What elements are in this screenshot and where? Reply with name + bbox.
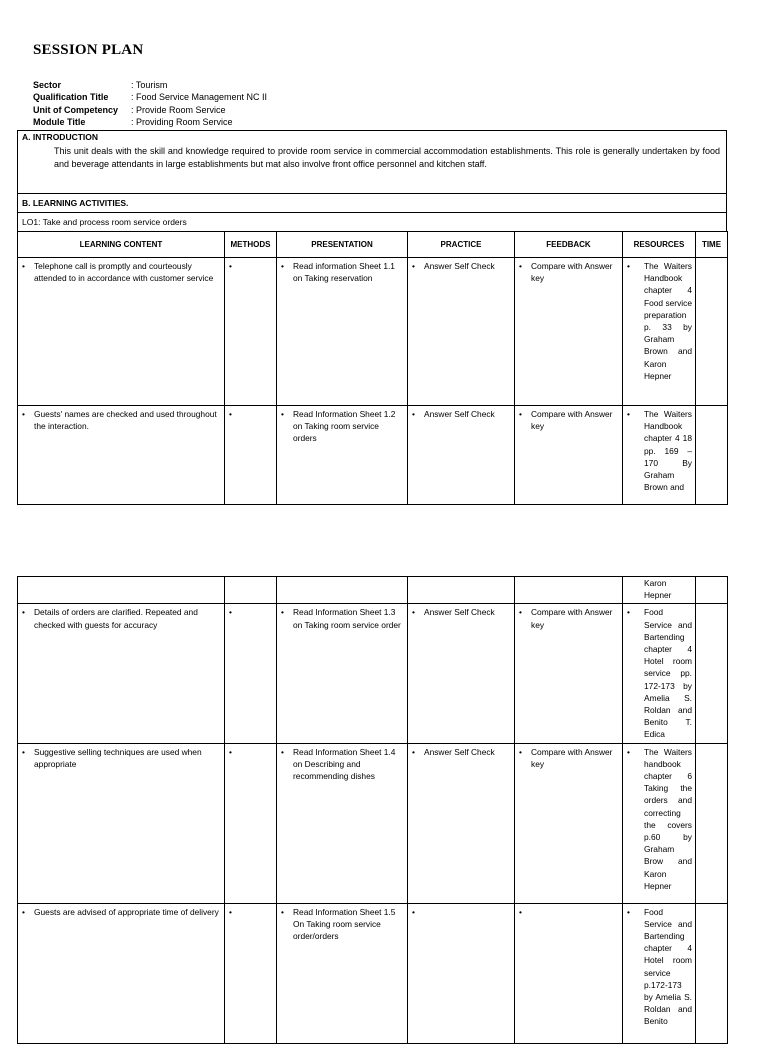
meta-label: Sector [33, 80, 62, 90]
header-presentation: PRESENTATION [277, 232, 408, 258]
meta-value: : Food Service Management NC II [131, 92, 268, 103]
resources-cell: • The Waiters Handbook chapter 4 18 pp. 169 – 170 By Graham Brown and [626, 408, 692, 493]
table-row [18, 604, 728, 743]
introduction-section [17, 130, 727, 194]
presentation-cell: • Read information Sheet 1.1 on Taking reservation [280, 260, 404, 284]
presentation-cell: • Read Information Sheet 1.2 on Taking room service orders [280, 408, 404, 445]
meta-row-sector [33, 79, 267, 91]
activities-table-page1 [17, 231, 728, 505]
feedback-cell: • Compare with Answer key [518, 746, 619, 770]
page-title: SESSION PLAN [33, 42, 144, 58]
learning-content-cell: • Guests are advised of appropriate time of delivery [21, 906, 221, 918]
resources-cell: • The Waiters Handbook chapter 4 Food service preparation p. 33 by Graham Brown and Karon Hepner [626, 260, 692, 382]
introduction-heading: A. INTRODUCTION [22, 132, 99, 142]
header-learning-content: LEARNING CONTENT [18, 232, 225, 258]
resources-cell: • Food Service and Bartending chapter 4 Hotel room service p.172-173 by Amelia S. Roldan and Benito [626, 906, 692, 1028]
plan-metadata [33, 79, 267, 129]
time-cell [696, 903, 728, 1043]
presentation-cell: • Read Information Sheet 1.3 on Taking room service order [280, 606, 404, 630]
meta-value: : Tourism [131, 80, 168, 90]
presentation-cell: • Read Information Sheet 1.4 on Describing and recommending dishes [280, 746, 404, 783]
feedback-cell: • Compare with Answer key [518, 260, 619, 284]
presentation-cell: • Read Information Sheet 1.5 On Taking room service order/orders [280, 906, 404, 943]
practice-cell: • Answer Self Check [411, 606, 511, 618]
meta-row-module [33, 116, 267, 128]
learning-content-cell: • Details of orders are clarified. Repeated and checked with guests for accuracy [21, 606, 221, 630]
introduction-body: This unit deals with the skill and knowledge required to provide room service in commercial accommodation establishments. This role is generally undertaken by food and beverage attendants in large establishments but mat also involve front office personnel and kitchen staff. [54, 146, 720, 169]
meta-label: Qualification Title [33, 92, 109, 103]
table-row [18, 258, 728, 406]
practice-cell: • Answer Self Check [411, 408, 511, 420]
feedback-cell: • Compare with Answer key [518, 606, 619, 630]
table-row [18, 903, 728, 1043]
learning-content-cell: • Guests' names are checked and used throughout the interaction. [21, 408, 221, 432]
meta-value: : Providing Room Service [131, 117, 233, 128]
learning-outcome-row [17, 212, 727, 232]
header-feedback: FEEDBACK [515, 232, 623, 258]
learning-activities-section [17, 193, 727, 213]
activities-table-page2 [17, 576, 728, 1044]
table-row-continued [18, 577, 728, 604]
header-time: TIME [696, 232, 728, 258]
resources-cell: • Food Service and Bartending chapter 4 Hotel room service pp. 172-173 by Amelia S. Roldan and Benito T. Edica [626, 606, 692, 740]
resources-cell: • The Waiters handbook chapter 6 Taking the orders and correcting the covers p.60 by Graham Brow and Karon Hepner [626, 746, 692, 892]
practice-cell: • Answer Self Check [411, 746, 511, 758]
meta-label: Unit of Competency [33, 104, 119, 115]
meta-label: Module Title [33, 117, 86, 128]
time-cell [696, 743, 728, 903]
practice-cell: • Answer Self Check [411, 260, 511, 272]
time-cell [696, 258, 728, 406]
meta-row-unit [33, 104, 267, 116]
header-methods: METHODS [225, 232, 277, 258]
feedback-cell: • Compare with Answer key [518, 408, 619, 432]
header-practice: PRACTICE [408, 232, 515, 258]
table-header-row [18, 232, 728, 258]
meta-value: : Provide Room Service [131, 104, 226, 115]
time-cell [696, 406, 728, 505]
meta-row-qualification [33, 91, 267, 103]
learning-activities-heading: B. LEARNING ACTIVITIES. [22, 198, 129, 208]
learning-outcome-label: LO1: Take and process room service orders [22, 217, 187, 227]
header-resources: RESOURCES [623, 232, 696, 258]
time-cell [696, 604, 728, 743]
table-row [18, 406, 728, 505]
resources-cell-continued: Karon Hepner [644, 578, 672, 601]
learning-content-cell: • Suggestive selling techniques are used when appropriate [21, 746, 221, 770]
learning-content-cell: • Telephone call is promptly and courteously attended to in accordance with customer service [21, 260, 221, 284]
table-row [18, 743, 728, 903]
